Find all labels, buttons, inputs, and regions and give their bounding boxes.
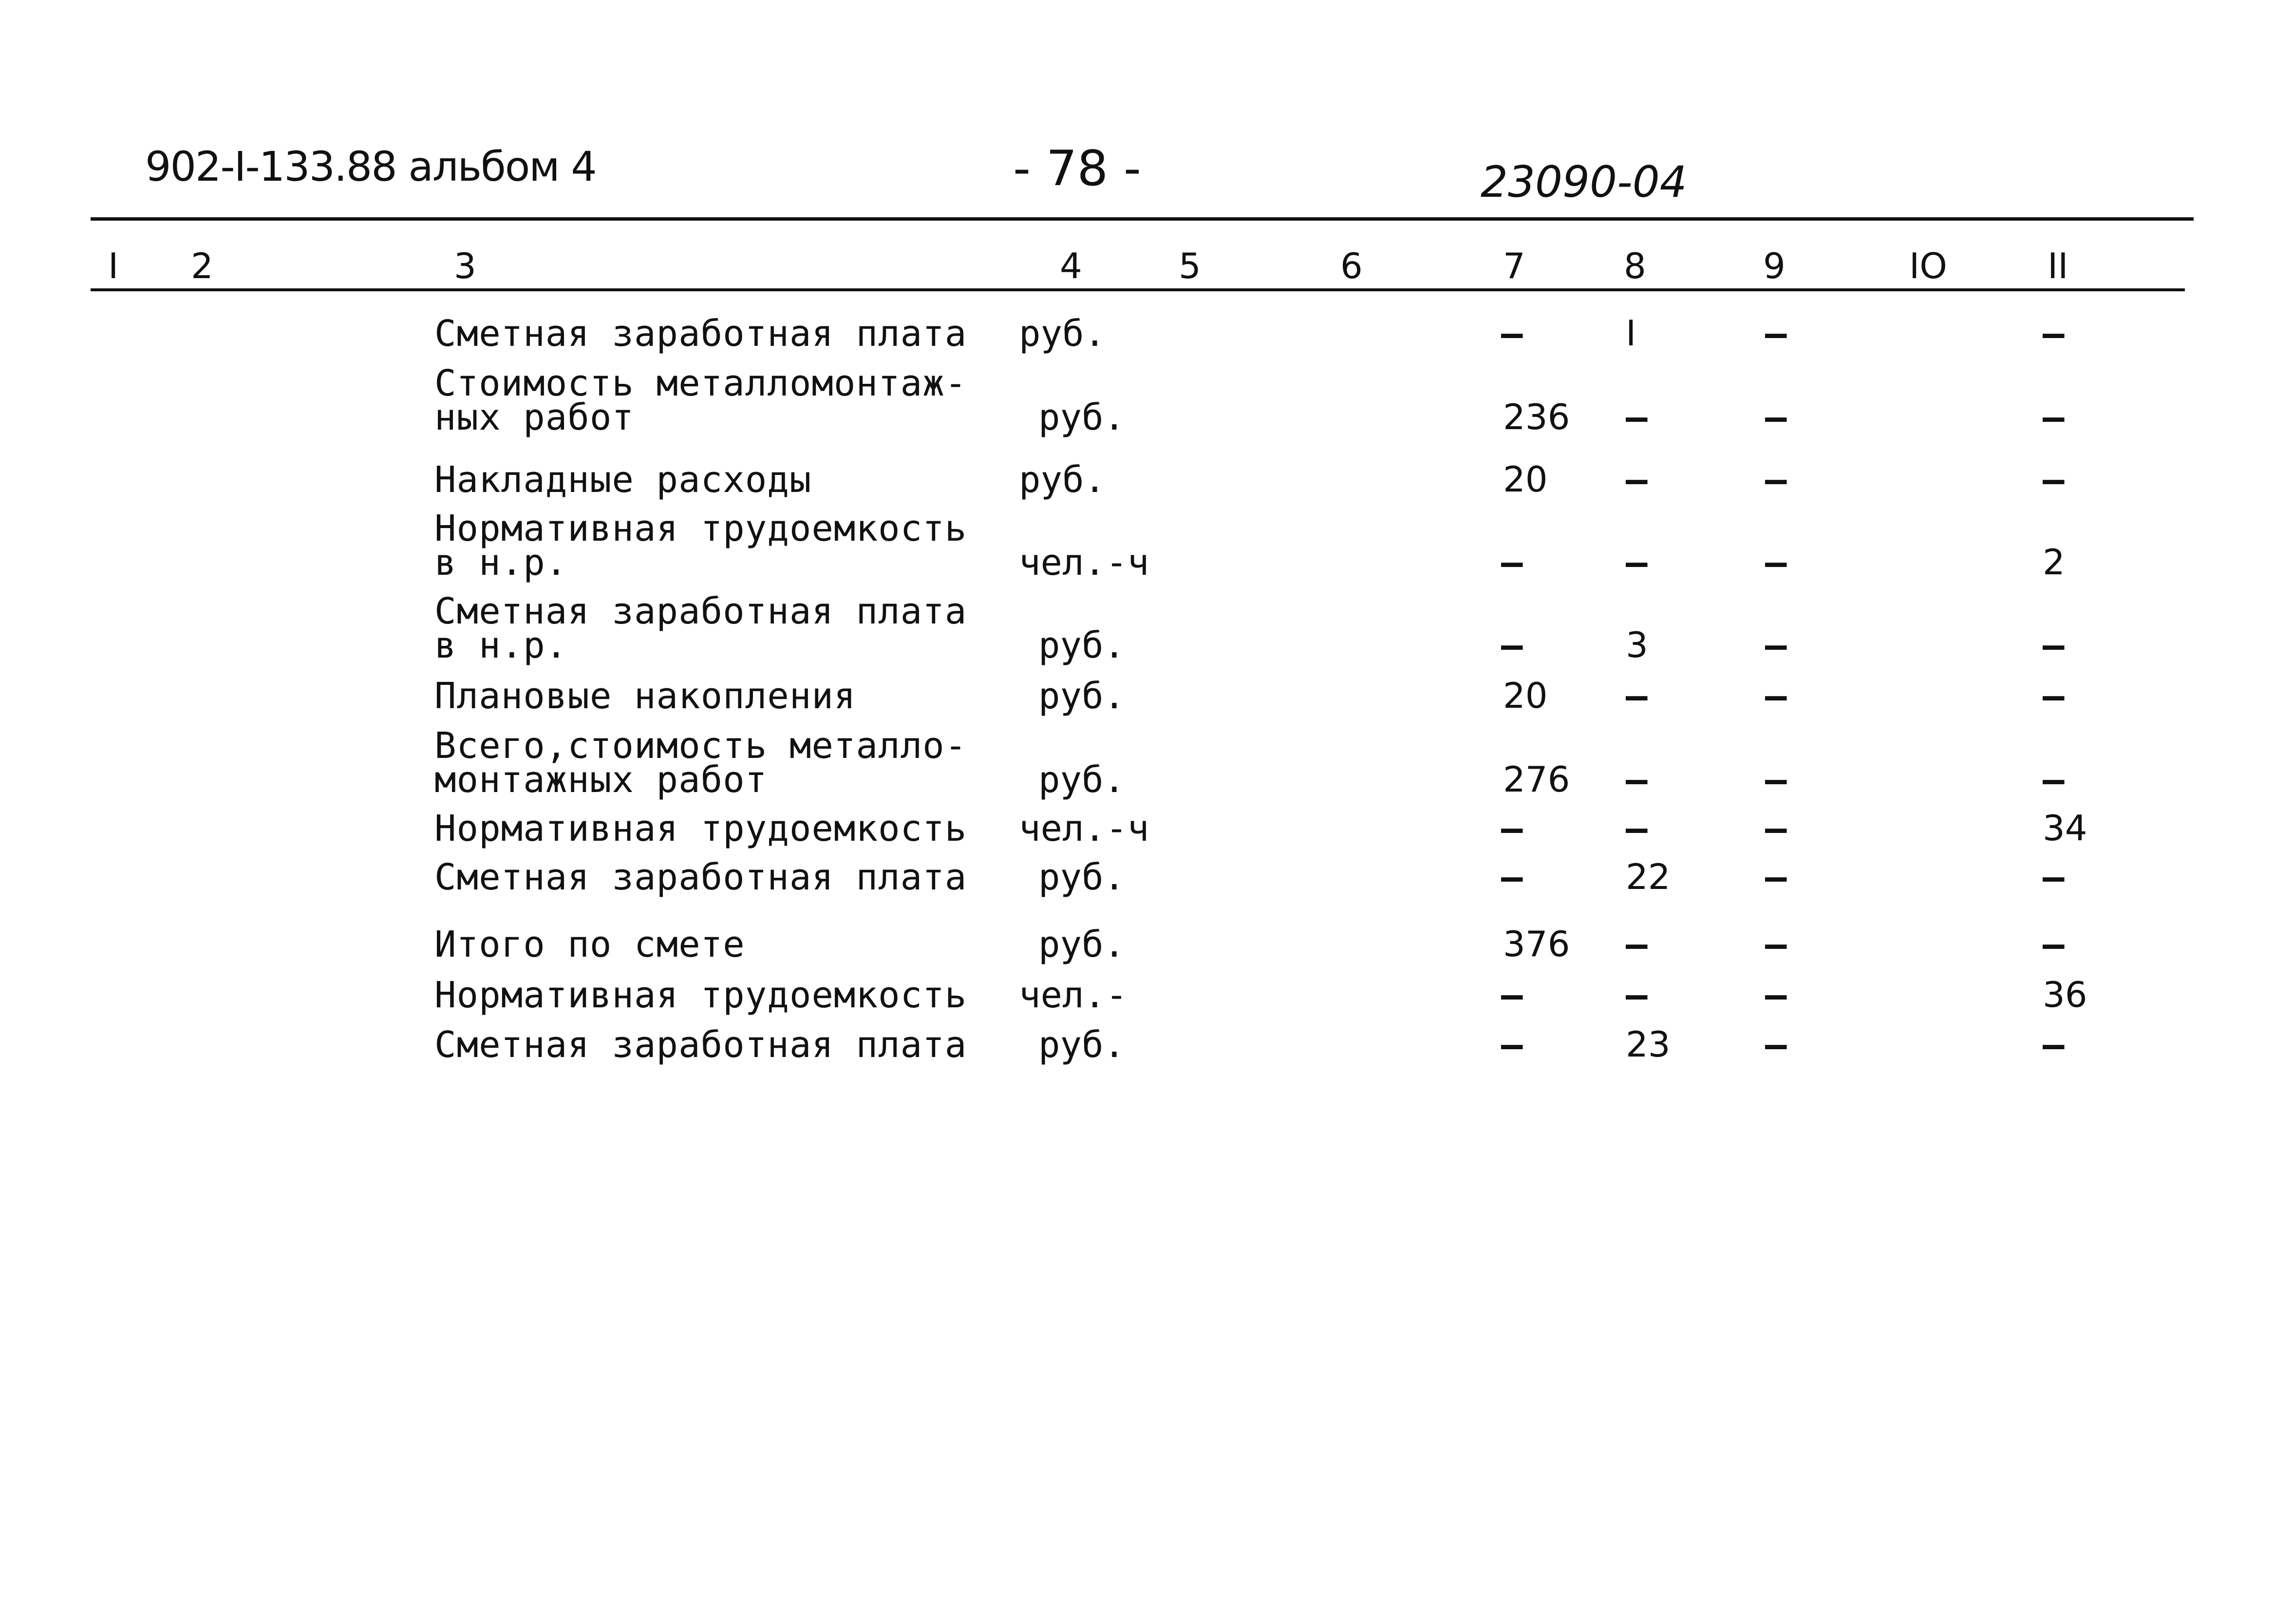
row-col7: – xyxy=(1501,808,1523,850)
row-description: Всего,стоимость металло- xyxy=(434,725,967,767)
row-col9: – xyxy=(1765,759,1787,801)
row-col11: – xyxy=(2043,313,2065,355)
row-unit: руб. xyxy=(1038,759,1126,801)
row-unit: руб. xyxy=(1038,624,1126,666)
row-col11: – xyxy=(2043,675,2065,717)
row-col7: – xyxy=(1501,856,1523,898)
row-col11: – xyxy=(2043,397,2065,438)
row-description: Плановые накопления xyxy=(434,675,856,717)
row-col8: – xyxy=(1626,459,1648,501)
row-col7: – xyxy=(1501,542,1523,584)
row-description: Стоимость металломонтаж- xyxy=(434,362,967,404)
row-description: Сметная заработная плата xyxy=(434,313,967,355)
row-col7: 376 xyxy=(1503,924,1570,964)
row-col7: 276 xyxy=(1503,759,1570,800)
row-unit: руб. xyxy=(1038,397,1126,438)
row-col11: – xyxy=(2043,624,2065,666)
row-col11: – xyxy=(2043,459,2065,501)
row-col9: – xyxy=(1765,397,1787,438)
row-col8: – xyxy=(1626,924,1648,965)
column-number-4: 4 xyxy=(1060,245,1082,286)
row-description-cont: монтажных работ xyxy=(434,759,768,801)
column-number-3: 3 xyxy=(454,245,476,286)
row-col11: 2 xyxy=(2043,542,2065,583)
row-description-cont: в н.р. xyxy=(434,624,568,666)
row-col9: – xyxy=(1765,974,1787,1016)
column-number-8: 8 xyxy=(1624,245,1646,286)
row-description-cont: ных работ xyxy=(434,397,634,438)
document-code: 902-I-133.88 альбом 4 xyxy=(145,143,596,190)
row-col9: – xyxy=(1765,808,1787,850)
row-col11: 36 xyxy=(2043,974,2087,1015)
row-unit: чел.-ч xyxy=(1019,542,1149,584)
row-unit: чел.- xyxy=(1019,974,1128,1016)
column-number-7: 7 xyxy=(1503,245,1525,286)
row-col11: – xyxy=(2043,1024,2065,1066)
row-col8: – xyxy=(1626,974,1648,1016)
row-unit: руб. xyxy=(1038,675,1126,717)
row-unit: чел.-ч xyxy=(1019,808,1149,850)
row-unit: руб. xyxy=(1038,924,1126,965)
row-col9: – xyxy=(1765,1024,1787,1066)
column-number-10: IO xyxy=(1909,245,1947,286)
row-col8: – xyxy=(1626,397,1648,438)
row-col8: 3 xyxy=(1626,624,1648,665)
row-col9: – xyxy=(1765,924,1787,965)
row-col9: – xyxy=(1765,459,1787,501)
row-col8: 22 xyxy=(1626,856,1671,897)
row-col9: – xyxy=(1765,624,1787,666)
row-description: Нормативная трудоемкость xyxy=(434,974,967,1016)
row-col7: – xyxy=(1501,624,1523,666)
row-description: Сметная заработная плата xyxy=(434,1024,967,1066)
row-col7: – xyxy=(1501,1024,1523,1066)
row-col11: 34 xyxy=(2043,808,2087,849)
column-number-9: 9 xyxy=(1763,245,1786,286)
row-col9: – xyxy=(1765,675,1787,717)
row-description: Итого по смете xyxy=(434,924,745,965)
registration-number: 23090-04 xyxy=(1481,157,1687,207)
row-description-cont: в н.р. xyxy=(434,542,568,584)
row-description: Нормативная трудоемкость xyxy=(434,508,967,549)
row-description: Сметная заработная плата xyxy=(434,590,967,632)
page-number: - 78 - xyxy=(1013,140,1141,197)
column-number-6: 6 xyxy=(1340,245,1363,286)
row-unit: руб. xyxy=(1038,1024,1126,1066)
row-col8: I xyxy=(1626,313,1636,354)
row-col11: – xyxy=(2043,924,2065,965)
column-number-5: 5 xyxy=(1179,245,1201,286)
header-rule xyxy=(91,288,2185,291)
row-description: Накладные расходы xyxy=(434,459,812,501)
column-number-2: 2 xyxy=(191,245,213,286)
row-col9: – xyxy=(1765,856,1787,898)
column-number-1: I xyxy=(108,245,119,286)
row-col7: – xyxy=(1501,313,1523,355)
row-col7: 20 xyxy=(1503,675,1548,716)
row-col7: 236 xyxy=(1503,397,1570,437)
row-description: Сметная заработная плата xyxy=(434,856,967,898)
row-unit: руб. xyxy=(1038,856,1126,898)
row-col9: – xyxy=(1765,542,1787,584)
row-col9: – xyxy=(1765,313,1787,355)
row-col11: – xyxy=(2043,856,2065,898)
column-number-11: II xyxy=(2048,245,2068,286)
top-rule xyxy=(91,217,2194,221)
row-col11: – xyxy=(2043,759,2065,801)
row-col8: – xyxy=(1626,759,1648,801)
row-col8: – xyxy=(1626,675,1648,717)
row-col7: 20 xyxy=(1503,459,1548,500)
row-col8: 23 xyxy=(1626,1024,1671,1065)
row-description: Нормативная трудоемкость xyxy=(434,808,967,850)
row-unit: руб. xyxy=(1019,459,1106,501)
row-col7: – xyxy=(1501,974,1523,1016)
row-unit: руб. xyxy=(1019,313,1106,355)
row-col8: – xyxy=(1626,542,1648,584)
row-col8: – xyxy=(1626,808,1648,850)
